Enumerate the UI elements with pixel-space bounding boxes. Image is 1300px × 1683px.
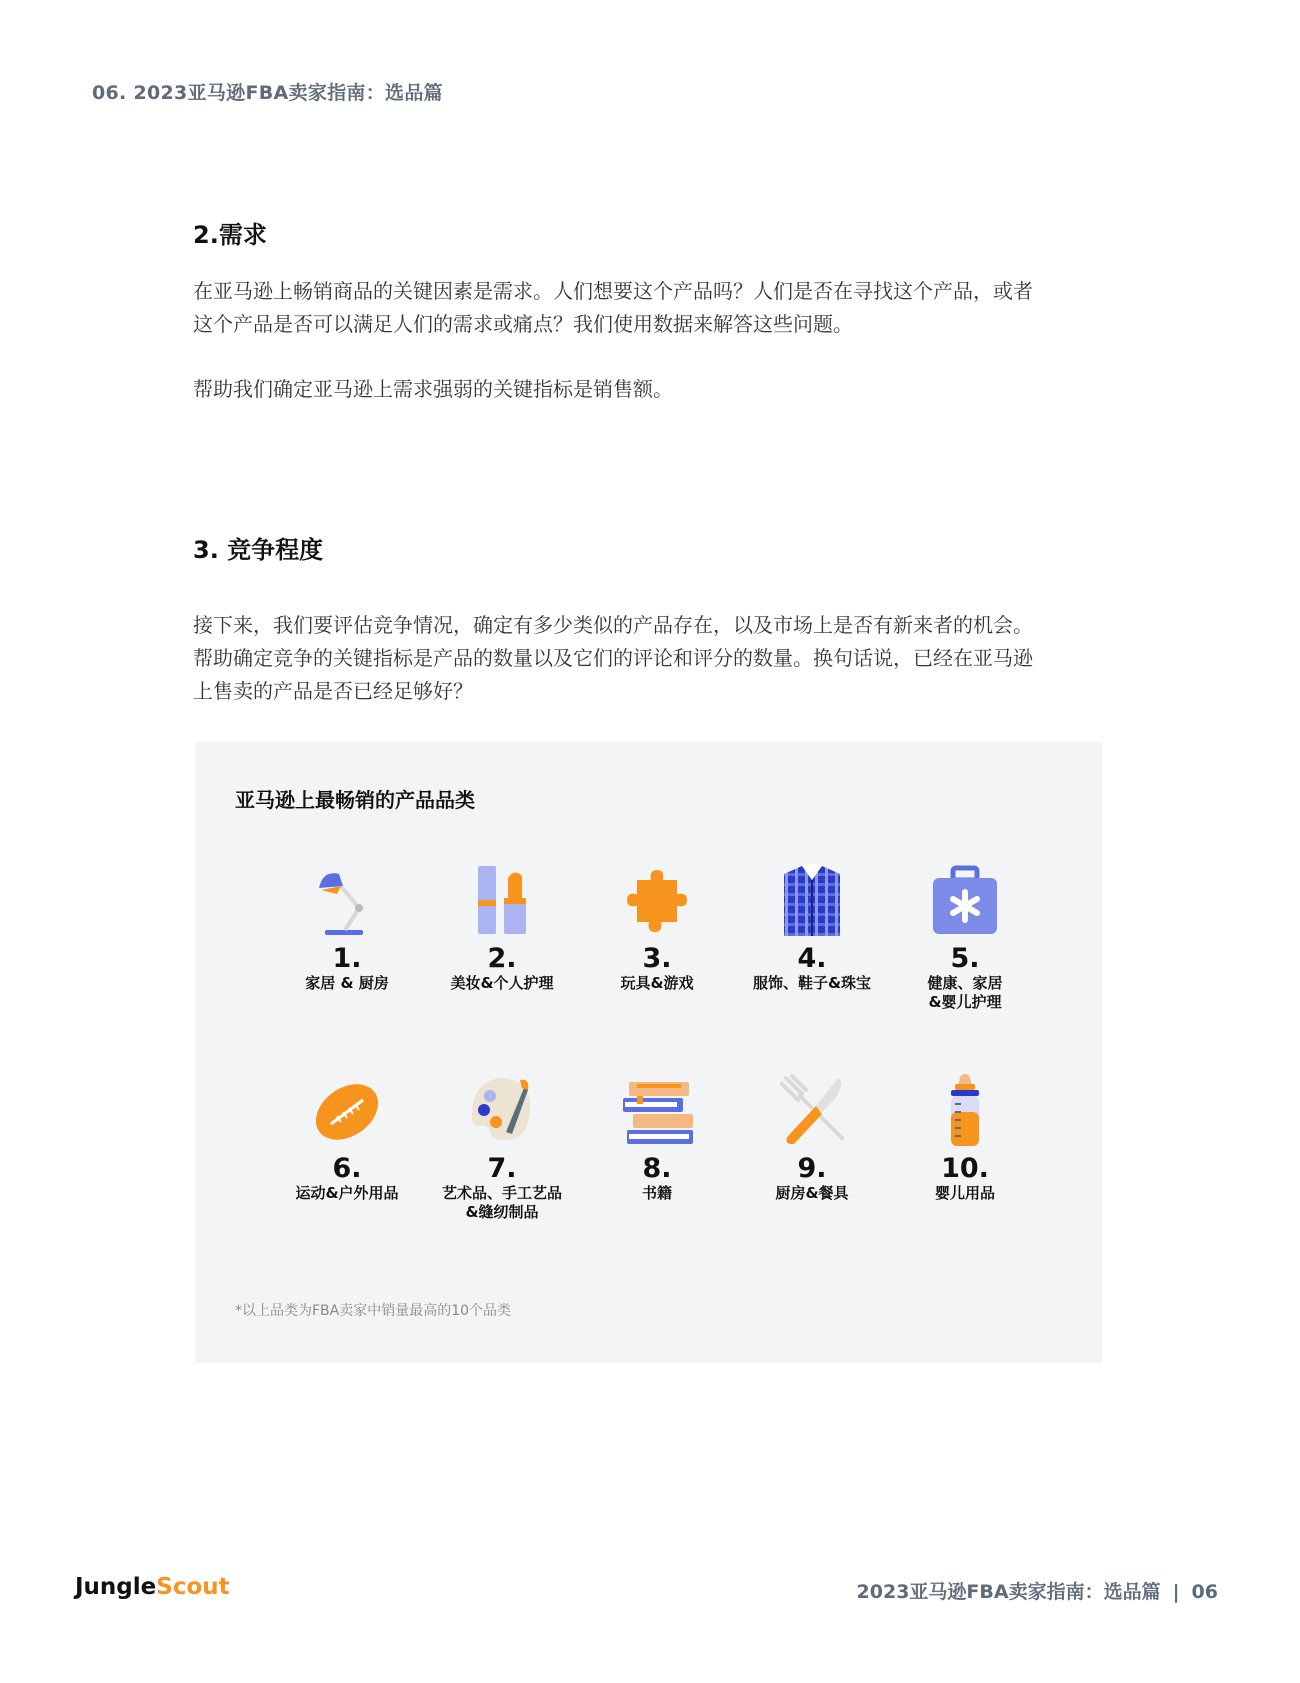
books-icon — [617, 1070, 697, 1150]
jungle-scout-logo: JungleScout — [75, 1574, 230, 1600]
page-header-title: 06. 2023亚马逊FBA卖家指南：选品篇 — [92, 82, 443, 104]
footer-page-info — [857, 1577, 1218, 1604]
desk-lamp-icon — [307, 860, 387, 940]
category-item: 7. 艺术品、手工艺品 &缝纫制品 — [412, 1070, 592, 1222]
baby-bottle-icon — [925, 1070, 1005, 1150]
category-item: 9. 厨房&餐具 — [722, 1070, 902, 1203]
category-item: 6. 运动&户外用品 — [257, 1070, 437, 1203]
category-item: 8. 书籍 — [567, 1070, 747, 1203]
puzzle-icon — [617, 860, 697, 940]
section-title-demand: 2.需求 — [193, 221, 267, 249]
fork-knife-icon — [772, 1070, 852, 1150]
category-item: 1. 家居 & 厨房 — [257, 860, 437, 993]
card-footnote: *以上品类为FBA卖家中销量最高的10个品类 — [235, 1303, 512, 1319]
lipstick-icon — [462, 860, 542, 940]
category-item: 3. 玩具&游戏 — [567, 860, 747, 993]
demand-paragraph-2: 帮助我们确定亚马逊上需求强弱的关键指标是销售额。 — [193, 377, 673, 401]
demand-paragraph-1: 在亚马逊上畅销商品的关键因素是需求。人们想要这个产品吗？人们是否在寻找这个产品，或者 这个产品是否可以满足人们的需求或痛点？我们使用数据来解答这些问题。 — [193, 279, 1033, 336]
card-title: 亚马逊上最畅销的产品品类 — [235, 788, 475, 812]
football-icon — [307, 1070, 387, 1150]
palette-icon — [462, 1070, 542, 1150]
top-categories-card — [195, 742, 1102, 1363]
competition-paragraph: 接下来，我们要评估竞争情况，确定有多少类似的产品存在，以及市场上是否有新来者的机会。 帮助确定竞争的关键指标是产品的数量以及它们的评论和评分的数量。换句话说，已经在亚马逊 上售卖的产品是否已经足够好？ — [193, 613, 1033, 703]
section-title-competition: 3. 竞争程度 — [193, 536, 324, 564]
footer-separator: | — [1172, 1581, 1180, 1603]
category-item: 10. 婴儿用品 — [875, 1070, 1055, 1203]
shirt-icon — [772, 860, 852, 940]
footer-guide-title: 2023亚马逊FBA卖家指南：选品篇 — [856, 1581, 1161, 1603]
category-item: 4. 服饰、鞋子&珠宝 — [722, 860, 902, 993]
category-item: 5. 健康、家居 &婴儿护理 — [875, 860, 1055, 1012]
medical-kit-icon — [925, 860, 1005, 940]
page-number: 06 — [1191, 1581, 1218, 1603]
category-item: 2. 美妆&个人护理 — [412, 860, 592, 993]
